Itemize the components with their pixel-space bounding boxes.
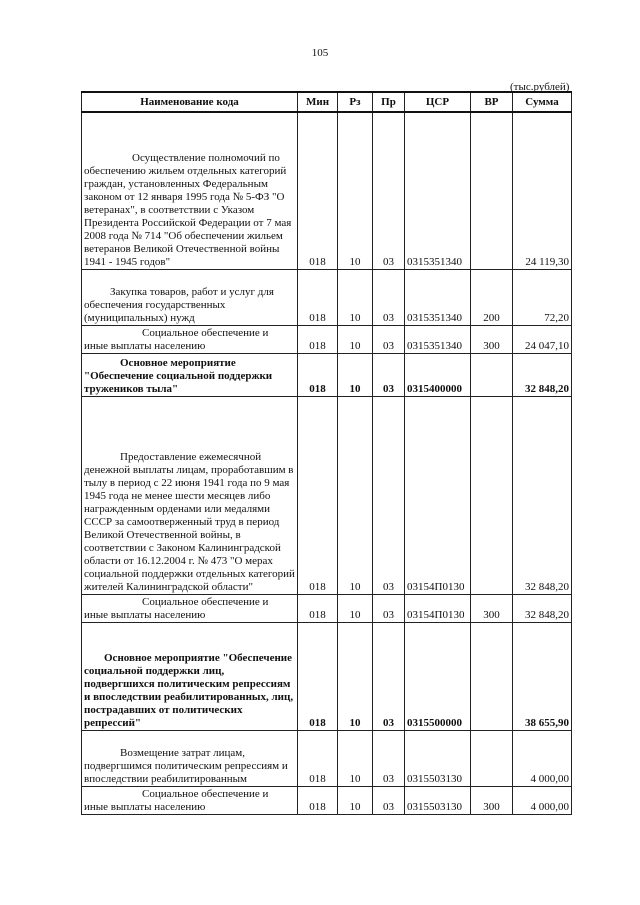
- row-min: 018: [298, 353, 338, 396]
- row-vr: 300: [471, 325, 513, 353]
- row-sum: 32 848,20: [513, 594, 572, 622]
- row-sum: 32 848,20: [513, 353, 572, 396]
- table-row: [82, 730, 572, 786]
- page-number: 105: [311, 47, 329, 59]
- header-name: Наименование кода: [82, 92, 298, 112]
- row-name: Предоставление ежемесячной денежной выплаты лицам, проработавшим в тылу в период с 22 июня 1941 года по 9 мая 1945 года не менее шести месяцев либо награжденным орденами или медалями СССР за самоотверженный труд в период Великой Отечественной войны, в соответствии с Законом Калининградской области от 16.12.2004 г. № 473 "О мерах социальной поддержки отдельных категорий жителей Калининградской области": [82, 396, 298, 594]
- row-min: 018: [298, 269, 338, 325]
- table-row: [82, 786, 572, 814]
- row-csr: 0315351340: [405, 269, 471, 325]
- row-pr: 03: [373, 594, 405, 622]
- row-min: 018: [298, 325, 338, 353]
- row-rz: 10: [338, 269, 373, 325]
- row-rz: 10: [338, 594, 373, 622]
- row-name: Социальное обеспечение и иные выплаты населению: [82, 786, 298, 814]
- row-vr: [471, 622, 513, 730]
- row-rz: 10: [338, 353, 373, 396]
- row-vr: 300: [471, 786, 513, 814]
- row-pr: 03: [373, 396, 405, 594]
- row-vr: 300: [471, 594, 513, 622]
- row-sum: 72,20: [513, 269, 572, 325]
- table-row: [82, 396, 572, 594]
- row-min: 018: [298, 730, 338, 786]
- row-vr: [471, 730, 513, 786]
- row-min: 018: [298, 622, 338, 730]
- row-pr: 03: [373, 730, 405, 786]
- header-rz: Рз: [338, 92, 373, 112]
- table-row: [82, 622, 572, 730]
- row-pr: 03: [373, 112, 405, 269]
- row-pr: 03: [373, 325, 405, 353]
- header-sum: Сумма: [513, 92, 572, 112]
- row-rz: 10: [338, 396, 373, 594]
- header-min: Мин: [298, 92, 338, 112]
- row-name: Возмещение затрат лицам, подвергшимся политическим репрессиям и впоследствии реабилитированным: [82, 730, 298, 786]
- row-rz: 10: [338, 112, 373, 269]
- budget-table: [81, 91, 572, 815]
- table-row: [82, 594, 572, 622]
- row-csr: 0315503130: [405, 730, 471, 786]
- row-name: Осуществление полномочий по обеспечению жильем отдельных категорий граждан, установленных Федеральным законом от 12 января 1995 года № 5-ФЗ "О ветеранах", в соответствии с Указом Президента Российской Федерации от 7 мая 2008 года № 714 "Об обеспечении жильем ветеранов Великой Отечественной войны 1941 - 1945 годов": [82, 112, 298, 269]
- row-pr: 03: [373, 353, 405, 396]
- table-row: [82, 269, 572, 325]
- row-rz: 10: [338, 622, 373, 730]
- table-row: [82, 325, 572, 353]
- header-csr: ЦСР: [405, 92, 471, 112]
- row-min: 018: [298, 594, 338, 622]
- row-pr: 03: [373, 622, 405, 730]
- row-name: Социальное обеспечение и иные выплаты населению: [82, 325, 298, 353]
- units-label: (тыс.рублей): [510, 81, 570, 93]
- table-row: [82, 112, 572, 269]
- row-min: 018: [298, 112, 338, 269]
- row-sum: 24 119,30: [513, 112, 572, 269]
- row-sum: 4 000,00: [513, 730, 572, 786]
- row-name: Закупка товаров, работ и услуг для обеспечения государственных (муниципальных) нужд: [82, 269, 298, 325]
- row-vr: [471, 353, 513, 396]
- row-vr: 200: [471, 269, 513, 325]
- row-sum: 4 000,00: [513, 786, 572, 814]
- row-min: 018: [298, 786, 338, 814]
- row-vr: [471, 396, 513, 594]
- row-min: 018: [298, 396, 338, 594]
- row-rz: 10: [338, 325, 373, 353]
- row-pr: 03: [373, 269, 405, 325]
- table-header-row: [82, 92, 572, 112]
- row-csr: 0315400000: [405, 353, 471, 396]
- row-csr: 0315500000: [405, 622, 471, 730]
- row-sum: 38 655,90: [513, 622, 572, 730]
- row-pr: 03: [373, 786, 405, 814]
- row-sum: 32 848,20: [513, 396, 572, 594]
- row-rz: 10: [338, 786, 373, 814]
- row-csr: 0315503130: [405, 786, 471, 814]
- row-csr: 0315351340: [405, 325, 471, 353]
- header-vr: ВР: [471, 92, 513, 112]
- row-csr: 03154П0130: [405, 396, 471, 594]
- row-name: Основное мероприятие "Обеспечение социальной поддержки лиц, подвергшихся политическим репрессиям и впоследствии реабилитированных, лиц, пострадавших от политических репрессий": [82, 622, 298, 730]
- row-vr: [471, 112, 513, 269]
- row-name: Основное мероприятие "Обеспечение социальной поддержки тружеников тыла": [82, 353, 298, 396]
- row-csr: 03154П0130: [405, 594, 471, 622]
- row-sum: 24 047,10: [513, 325, 572, 353]
- table-row: [82, 353, 572, 396]
- row-name: Социальное обеспечение и иные выплаты населению: [82, 594, 298, 622]
- row-csr: 0315351340: [405, 112, 471, 269]
- header-pr: Пр: [373, 92, 405, 112]
- row-rz: 10: [338, 730, 373, 786]
